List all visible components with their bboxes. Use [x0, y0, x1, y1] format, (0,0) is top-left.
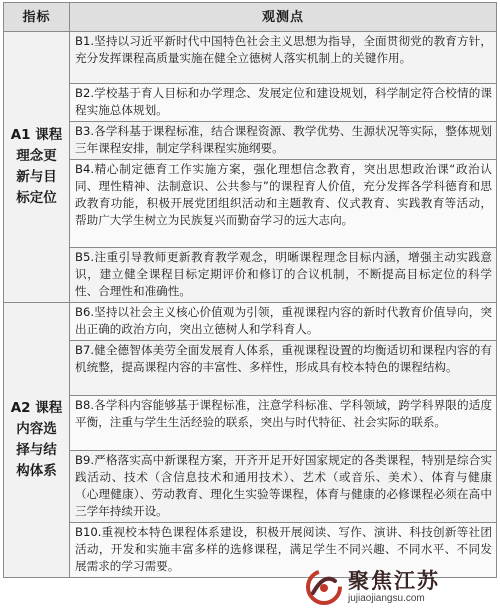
observation-point-b5: B5.注重引导教师更新教育教学观念，明晰课程理念目标内涵，增强主动实践意识，建立健全课程目标定期评价和修订的合议机制，不断提高目标定位的科学性、合理性和准确性。 — [70, 248, 497, 303]
header-observation-point: 观测点 — [70, 3, 497, 32]
indicator-a1 — [4, 32, 70, 303]
table-row — [4, 523, 497, 578]
table-header-row — [4, 3, 497, 32]
table-row — [4, 160, 497, 248]
header-indicator: 指标 — [4, 3, 70, 32]
indicator-label-line: A1 课程 — [10, 127, 63, 143]
indicator-label-line: 择与结 — [16, 442, 57, 458]
table-row — [4, 84, 497, 122]
observation-point-b6: B6.坚持以社会主义核心价值观为引领，重视课程内容的新时代教育价值导向，突出正确的政治方向，突出立德树人和学科育人。 — [70, 303, 497, 341]
table-row — [4, 248, 497, 303]
indicator-label-line: 内容选 — [16, 421, 57, 437]
indicator-label-line: A2 课程 — [10, 400, 63, 416]
observation-point-b8: B8.各学科内容能够基于课程标准，注意学科标准、学科领域，跨学科界限的适度平衡，注重与学生生活经验的联系，突出与时代特征、社会实际的联系。 — [70, 396, 497, 451]
watermark-name: 聚焦江苏 — [348, 568, 440, 593]
observation-point-b1: B1.坚持以习近平新时代中国特色社会主义思想为指导，全面贯彻党的教育方针，充分发挥课程高质量实施在健全立德树人落实机制上的关键作用。 — [70, 32, 497, 84]
table-row — [4, 303, 497, 341]
indicator-label-line: 标定位 — [16, 190, 57, 206]
observation-point-b2: B2.学校基于育人目标和办学理念、发展定位和建设规划，科学制定符合校情的课程实施总体规划。 — [70, 84, 497, 122]
table-row — [4, 341, 497, 396]
indicator-label-line: 新与目 — [16, 169, 57, 185]
indicator-label-line: 构体系 — [16, 463, 57, 479]
watermark-url: jujiaojiangsu.com — [348, 593, 425, 604]
indicator-a2 — [4, 303, 70, 578]
table-row — [4, 32, 497, 84]
indicator-table — [3, 2, 497, 578]
observation-point-b3: B3.各学科基于课程标准，结合课程资源、教学优势、生源状况等实际，整体规划三年课程安排，制定学科课程实施纲要。 — [70, 122, 497, 160]
observation-point-b4: B4.精心制定德育工作实施方案，强化理想信念教育，突出思想政治课“政治认同、理性精神、法制意识、公共参与”的课程育人价值，充分发挥各学科德育和思政教育功能，积极开展党团组织活动和主题教育、仪式教育、实践教育等活动，帮助广大学生树立为民族复兴而勤奋学习的远大志向。 — [70, 160, 497, 248]
table-row — [4, 396, 497, 451]
table-row — [4, 122, 497, 160]
indicator-label-line: 理念更 — [16, 148, 57, 164]
observation-point-b9: B9.严格落实高中新课程方案，开齐开足开好国家规定的各类课程，特别是综合实践活动、技术（含信息技术和通用技术）、艺术（或音乐、美术）、体育与健康（心理健康）、劳动教育、理化生实验等课程，体育与健康的必修课程必须在高中三学年持续开设。 — [70, 451, 497, 523]
observation-point-b7: B7.健全德智体美劳全面发展育人体系，重视课程设置的均衡适切和课程内容的有机统整，提高课程内容的丰富性、多样性，形成具有校本特色的课程结构。 — [70, 341, 497, 396]
observation-point-b10: B10.重视校本特色课程体系建设，积极开展阅读、写作、演讲、科技创新等社团活动，开发和实施丰富多样的选修课程，满足学生不同兴趣、不同水平、不同发展需求的学习需要。 — [70, 523, 497, 578]
table-row — [4, 451, 497, 523]
